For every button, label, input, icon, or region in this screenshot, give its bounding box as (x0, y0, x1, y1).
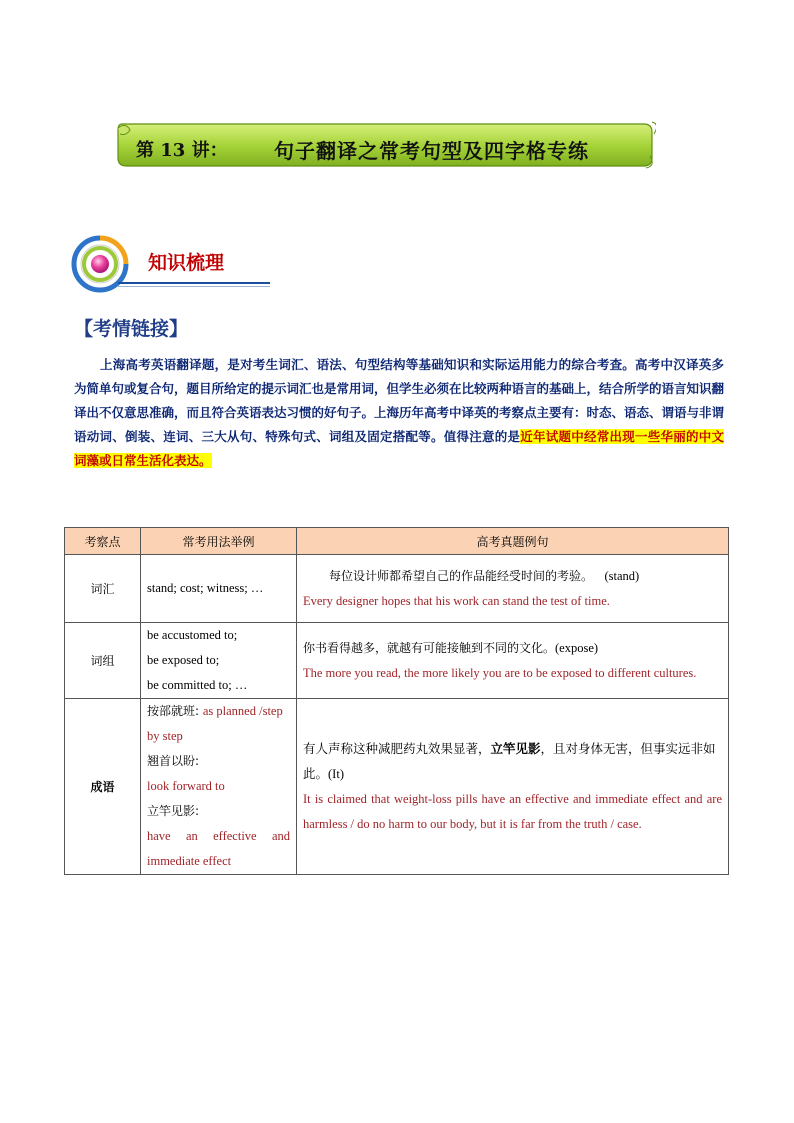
example-cn-text: 有人声称这种减肥药丸效果显著， (303, 741, 491, 756)
usage-en: look forward to (147, 779, 225, 793)
intro-paragraph (74, 353, 724, 473)
header-usage: 常考用法举例 (141, 528, 297, 555)
usage-cn: 翘首以盼: (147, 754, 200, 768)
table-row (65, 555, 729, 623)
table-row (65, 623, 729, 699)
usage-item: be exposed to; (147, 653, 220, 667)
example-hint: (It) (328, 767, 344, 781)
row-point: 词汇 (65, 555, 141, 623)
exam-points-table (64, 527, 729, 875)
intro-text: 上海高考英语翻译题，是对考生词汇、语法、句型结构等基础知识和实际运用能力的综合考查。高考中汉译英多为简单句或复合句，题目所给定的提示词汇也是常用词，但学生必须在比较两种语言的基础上，结合所学的语言知识翻译出不仅意思准确，而且符合英语表达习惯的好句子。上海历年高考中译英的考察点主要有：时态、语态、谓语与非谓语动词、倒装、连词、三大从句、特殊句式、词组及固定搭配等。值得注意的是 (74, 357, 725, 444)
usage-cn: 立竿见影: (147, 804, 200, 818)
section-header (70, 234, 280, 294)
section-underline (118, 282, 270, 284)
intro-highlight: 近年试题中经常出现一些华丽的中文词藻或日常生活化表达。 (74, 429, 724, 468)
example-cn-text: 你书看得越多，就越有可能接触到不同的文化。 (303, 640, 556, 655)
usage-item: be accustomed to; (147, 628, 238, 642)
header-point: 考察点 (65, 528, 141, 555)
lesson-number: 第 13 讲： (136, 140, 228, 161)
section-underline-thin (118, 286, 270, 287)
example-en: The more you read, the more likely you are to be exposed to different cultures. (303, 665, 697, 680)
table-header-row (65, 528, 729, 555)
usage-en: have an effective and immediate effect (147, 829, 290, 868)
exam-link-heading: 【考情链接】 (74, 318, 189, 340)
example-cn-text: 每位设计师都希望自己的作品能经受时间的考验。 (329, 568, 594, 583)
row-point: 成语 (65, 699, 141, 875)
header-example: 高考真题例句 (297, 528, 729, 555)
usage-cn: 按部就班: (147, 704, 200, 718)
row-example (297, 699, 729, 875)
usage-item (147, 699, 290, 749)
example-en: It is claimed that weight-loss pills have an effective and immediate effect and are harmless / do no harm to our body, but it is far from the truth / case. (303, 792, 722, 831)
example-hint: (stand) (604, 568, 640, 583)
row-example (297, 555, 729, 623)
row-usage (141, 623, 297, 699)
row-usage (141, 699, 297, 875)
example-cn-bold: 立竿见影 (490, 741, 541, 756)
table-row (65, 699, 729, 875)
lesson-title: 句子翻译之常考句型及四字格专练 (274, 139, 589, 163)
example-cn-text: ，且对身体无害，但事实远非如此。 (303, 741, 716, 781)
row-example (297, 623, 729, 699)
example-cn (303, 564, 722, 589)
row-point: 词组 (65, 623, 141, 699)
section-title: 知识梳理 (148, 252, 225, 274)
usage-en: as planned /step by step (147, 704, 283, 743)
example-en: Every designer hopes that his work can stand the test of time. (303, 593, 610, 608)
circle-bullet-icon (70, 234, 130, 294)
usage-item: be committed to; … (147, 678, 248, 692)
example-hint: (expose) (555, 640, 599, 655)
lesson-banner (116, 118, 656, 170)
example-cn (303, 636, 722, 661)
row-usage: stand; cost; witness; … (141, 555, 297, 623)
example-cn (303, 736, 722, 787)
